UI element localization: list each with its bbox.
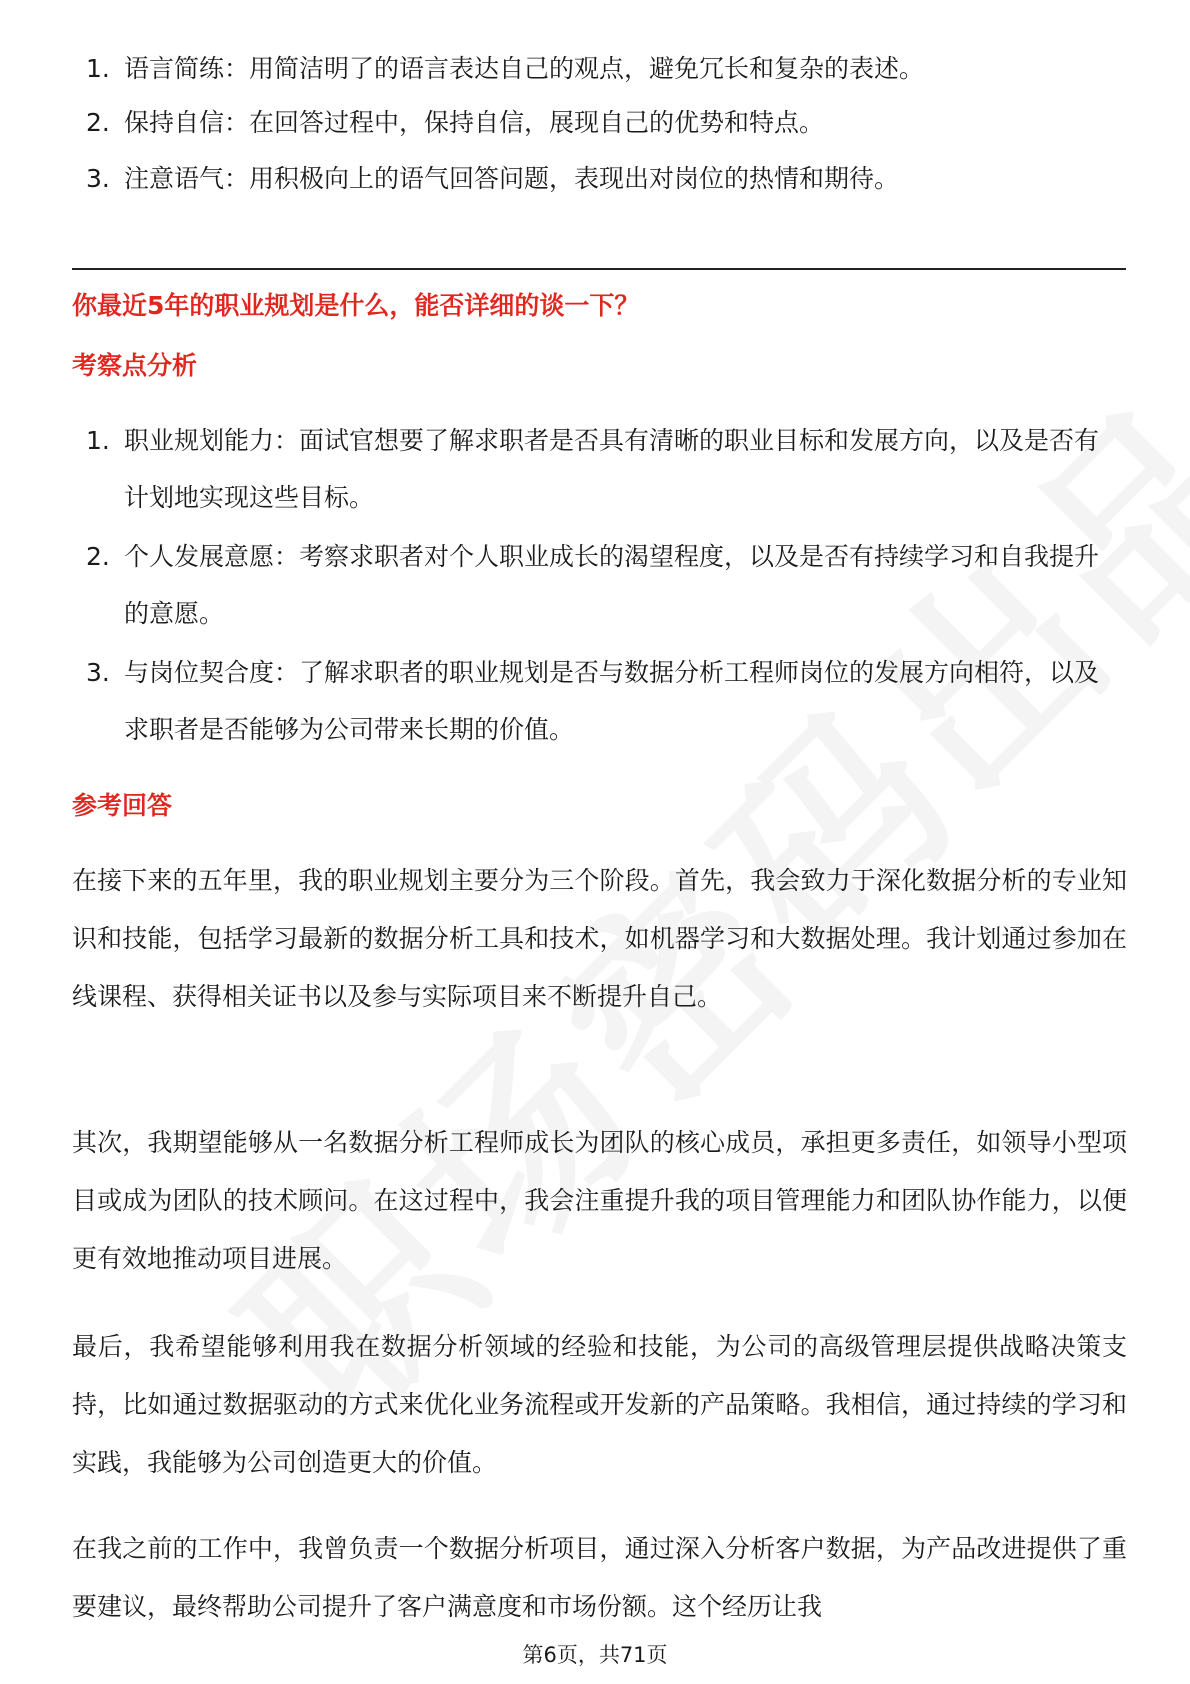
list-number: 2. <box>86 542 110 571</box>
list-number: 2. <box>86 108 110 137</box>
answer-paragraph: 在接下来的五年里，我的职业规划主要分为三个阶段。首先，我会致力于深化数据分析的专业知识和技能，包括学习最新的数据分析工具和技术，如机器学习和大数据处理。我计划通过参加在线课程、获得相关证书以及参与实际项目来不断提升自己。 <box>72 866 1127 1011</box>
list-number: 1. <box>86 426 110 455</box>
list-text: 个人发展意愿：考察求职者对个人职业成长的渴望程度，以及是否有持续学习和自我提升的意愿。 <box>124 542 1100 628</box>
list-text: 保持自信：在回答过程中，保持自信，展现自己的优势和特点。 <box>124 108 825 137</box>
list-item <box>86 40 1116 97</box>
question-heading: 你最近5年的职业规划是什么，能否详细的谈一下？ <box>72 291 640 320</box>
list-number: 3. <box>86 658 110 687</box>
section-divider <box>72 268 1126 270</box>
answer-paragraph: 在我之前的工作中，我曾负责一个数据分析项目，通过深入分析客户数据，为产品改进提供了重要建议，最终帮助公司提升了客户满意度和市场份额。这个经历让我 <box>72 1534 1127 1621</box>
list-number: 3. <box>86 164 110 193</box>
list-text: 注意语气：用积极向上的语气回答问题，表现出对岗位的热情和期待。 <box>124 164 900 193</box>
list-text: 与岗位契合度：了解求职者的职业规划是否与数据分析工程师岗位的发展方向相符，以及求职者是否能够为公司带来长期的价值。 <box>124 658 1100 744</box>
answer-heading: 参考回答 <box>72 791 173 820</box>
list-item <box>86 150 1116 207</box>
list-text: 语言简练：用简洁明了的语言表达自己的观点，避免冗长和复杂的表述。 <box>124 54 925 83</box>
list-item <box>86 528 1116 642</box>
analysis-heading: 考察点分析 <box>72 351 198 380</box>
list-item <box>86 412 1116 526</box>
list-item <box>86 94 1116 151</box>
list-item <box>86 644 1116 758</box>
list-number: 1. <box>86 54 110 83</box>
answer-paragraph: 最后，我希望能够利用我在数据分析领域的经验和技能，为公司的高级管理层提供战略决策支持，比如通过数据驱动的方式来优化业务流程或开发新的产品策略。我相信，通过持续的学习和实践，我能够为公司创造更大的价值。 <box>72 1332 1127 1477</box>
answer-paragraph: 其次，我期望能够从一名数据分析工程师成长为团队的核心成员，承担更多责任，如领导小型项目或成为团队的技术顾问。在这过程中，我会注重提升我的项目管理能力和团队协作能力，以便更有效地推动项目进展。 <box>72 1128 1127 1273</box>
page-footer: 第6页，共71页 <box>522 1643 668 1667</box>
list-text: 职业规划能力：面试官想要了解求职者是否具有清晰的职业目标和发展方向，以及是否有计划地实现这些目标。 <box>124 426 1100 512</box>
